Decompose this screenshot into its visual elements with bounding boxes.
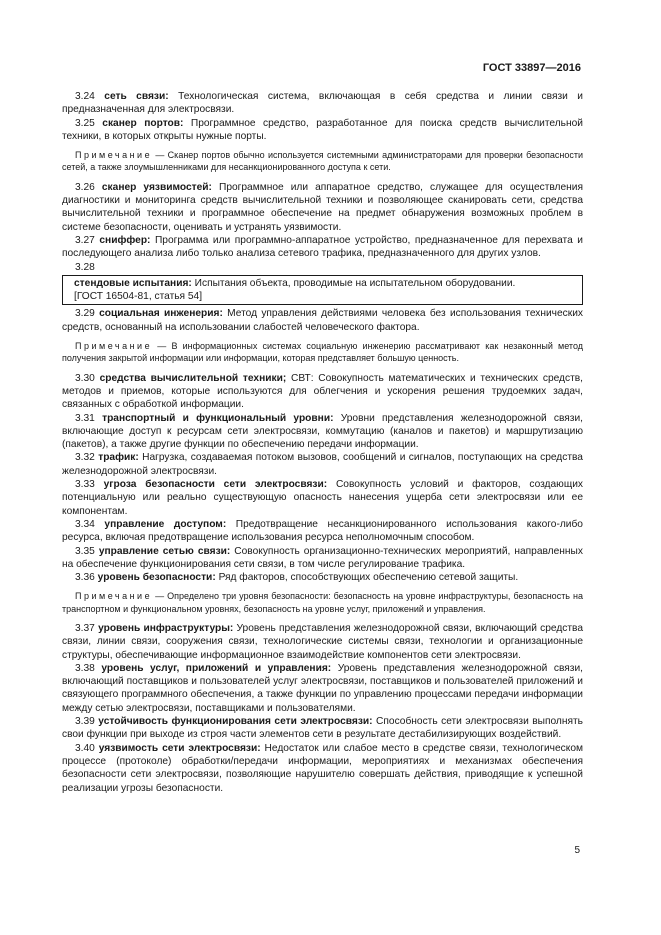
term: управление доступом:	[104, 518, 227, 530]
definition-3-36	[62, 571, 583, 584]
term: угроза безопасности сети электросвязи:	[103, 479, 328, 491]
definition-3-24	[62, 90, 583, 117]
item-number: 3.32	[75, 452, 95, 464]
source-reference: [ГОСТ 16504-81, статья 54]	[74, 291, 203, 303]
definition-text: Уровни представления железнодорожной связи, включающие доступ к ресурсам сети электросвязи, коммутацию (каналов и пакетов) и маршрутизацию (пакетов), а также другие функции по обеспечению передачи информации.	[62, 412, 584, 451]
note-3-29	[62, 340, 583, 365]
note-text: — В информационных системах социальную инженерию рассматривают как незаконный метод получения закрытой информации или информации, которая представляет большую ценность.	[62, 341, 583, 364]
definition-3-25	[62, 117, 583, 144]
definition-3-37	[62, 622, 583, 662]
definition-text: Уровень представления железнодорожной связи, включающий поставщиков и пользователей услуг электросвязи, поставщиков и пользователей приложений и связующего программного обеспечения, а также функции по управлению процессами передачи информации между сетью электросвязи, поставщиками и пользователями.	[62, 662, 583, 714]
definition-text: Нагрузка, создаваемая потоком вызовов, сообщений и сигналов, поступающих на средства железнодорожной электросвязи.	[62, 452, 583, 477]
note-3-25	[62, 149, 583, 174]
note-label: Примечание	[75, 150, 153, 161]
note-label: Примечание	[75, 341, 153, 352]
item-number: 3.36	[75, 572, 95, 584]
definition-text: Недостаток или слабое место в средстве связи, технологическом процессе (протоколе) обработки/передачи информации, мероприятиях и механизмах обеспечения безопасности сети электросвязи, позволяющие нарушителю совершать действия, приводящие к успешной реализации угрозы безопасности.	[62, 742, 583, 794]
item-number: 3.35	[75, 545, 95, 557]
definition-3-31	[62, 412, 583, 452]
note-label: Примечание	[75, 591, 153, 602]
term: средства вычислительной техники;	[99, 372, 287, 384]
note-3-36	[62, 590, 583, 615]
definition-text: Предотвращение несанкционированного использования какого-либо ресурса, включая предотвращение использования ресурса неполномочным способом.	[62, 518, 583, 544]
definition-text: Уровень представления железнодорожной связи, включающий средства связи, линии связи, сооружения связи, технологические системы связи, технологии и организационные структуры, обеспечивающие информационное взаимодействие компонентов сети электросвязи.	[62, 622, 583, 661]
term: трафик:	[98, 452, 139, 464]
definition-text: Испытания объекта, проводимые на испытательном оборудовании.	[194, 277, 516, 289]
definition-3-26	[62, 181, 583, 234]
definition-text: Программа или программно-аппаратное устройство, предназначенное для перехвата и последующего анализа либо только анализа сетевого трафика, предназначенного для других узлов.	[62, 234, 583, 260]
definition-3-32	[62, 451, 583, 478]
definition-3-39	[62, 715, 583, 742]
definition-text: Совокупность организационно-технических мероприятий, направленных на обеспечение функционирования сети связи, в том числе регулирование трафика.	[62, 545, 583, 570]
term: стендовые испытания:	[74, 277, 192, 289]
term: сниффер:	[99, 234, 151, 246]
document-body	[62, 90, 583, 795]
term: сеть связи:	[104, 91, 169, 102]
definition-3-28	[74, 277, 572, 290]
term: устойчивость функционирования сети электросвязи:	[98, 716, 373, 728]
item-number: 3.38	[75, 662, 95, 674]
item-number: 3.25	[75, 117, 95, 129]
document-header: ГОСТ 33897—2016	[482, 62, 581, 74]
item-number: 3.39	[75, 716, 95, 728]
definition-text: Ряд факторов, способствующих обеспечению сетевой защиты.	[218, 572, 519, 584]
definition-text: Совокупность условий и факторов, создающих потенциальную или реально существующую опасность нанесения ущерба сети электросвязи или ее компонентам.	[62, 479, 583, 517]
term: управление сетью связи:	[98, 545, 231, 557]
term: уязвимость сети электросвязи:	[98, 742, 261, 754]
definition-text: Программное или аппаратное средство, служащее для осуществления диагностики и мониторинга средств вычислительной техники и позволяющее сканировать сети, средства вычислительной техники и программное обеспечение на предмет обнаружения возможных проблем в системе безопасности, оценивать и устранять уязвимости.	[62, 181, 583, 233]
item-number: 3.29	[75, 308, 95, 320]
term: социальная инженерия:	[99, 308, 223, 320]
item-number: 3.27	[75, 234, 95, 246]
definition-3-29	[62, 307, 583, 334]
term: уровень безопасности:	[97, 572, 216, 584]
definition-3-40	[62, 742, 583, 795]
note-text: — Определено три уровня безопасности: безопасность на уровне инфраструктуры, безопасность на транспортном и функциональном уровнях, безопасность на уровне услуг, приложений и управления.	[62, 591, 583, 614]
item-number: 3.37	[75, 622, 95, 634]
boxed-definition-3-28	[62, 275, 583, 306]
definition-3-35	[62, 545, 583, 572]
item-number: 3.26	[75, 181, 95, 193]
term: сканер портов:	[102, 117, 184, 129]
definition-3-34	[62, 518, 583, 545]
term: транспортный и функциональный уровни:	[102, 412, 334, 424]
item-number: 3.33	[75, 479, 95, 491]
page-number: 5	[574, 845, 580, 856]
item-number: 3.31	[75, 412, 95, 424]
item-number: 3.34	[75, 518, 95, 530]
term: уровень услуг, приложений и управления:	[101, 662, 332, 674]
definition-3-30	[62, 372, 583, 412]
term: уровень инфраструктуры:	[98, 622, 234, 634]
definition-3-33	[62, 478, 583, 518]
definition-text: Способность сети электросвязи выполнять свои функции при выходе из строя части элементов сети в результате дестабилизирующих воздействий.	[62, 716, 583, 741]
definition-text: Программное средство, разработанное для поиска средств вычислительной техники, в которых открыты нужные порты.	[62, 117, 583, 142]
definition-text: Метод управления действиями человека без использования технических средств, основанный на использовании слабостей человеческого фактора.	[62, 308, 583, 333]
note-text: — Сканер портов обычно используется системными администраторами для проверки безопасности сетей, а также злоумышленниками для несанкционированного доступа к сети.	[62, 150, 583, 173]
definition-3-38	[62, 662, 583, 715]
definition-text: Технологическая система, включающая в себя средства и линии связи и предназначенная для электросвязи.	[62, 91, 583, 116]
item-number: 3.24	[75, 91, 95, 102]
item-number-3-28: 3.28	[75, 261, 95, 273]
term: сканер уязвимостей:	[101, 181, 212, 193]
item-number: 3.40	[75, 742, 95, 754]
definition-3-27	[62, 234, 583, 261]
item-number: 3.30	[75, 372, 95, 384]
definition-text: СВТ: Совокупность математических и технических средств, методов и приемов, которые используются для облегчения и ускорения решения трудоемких задач, связанных с обработкой информации.	[62, 372, 584, 411]
